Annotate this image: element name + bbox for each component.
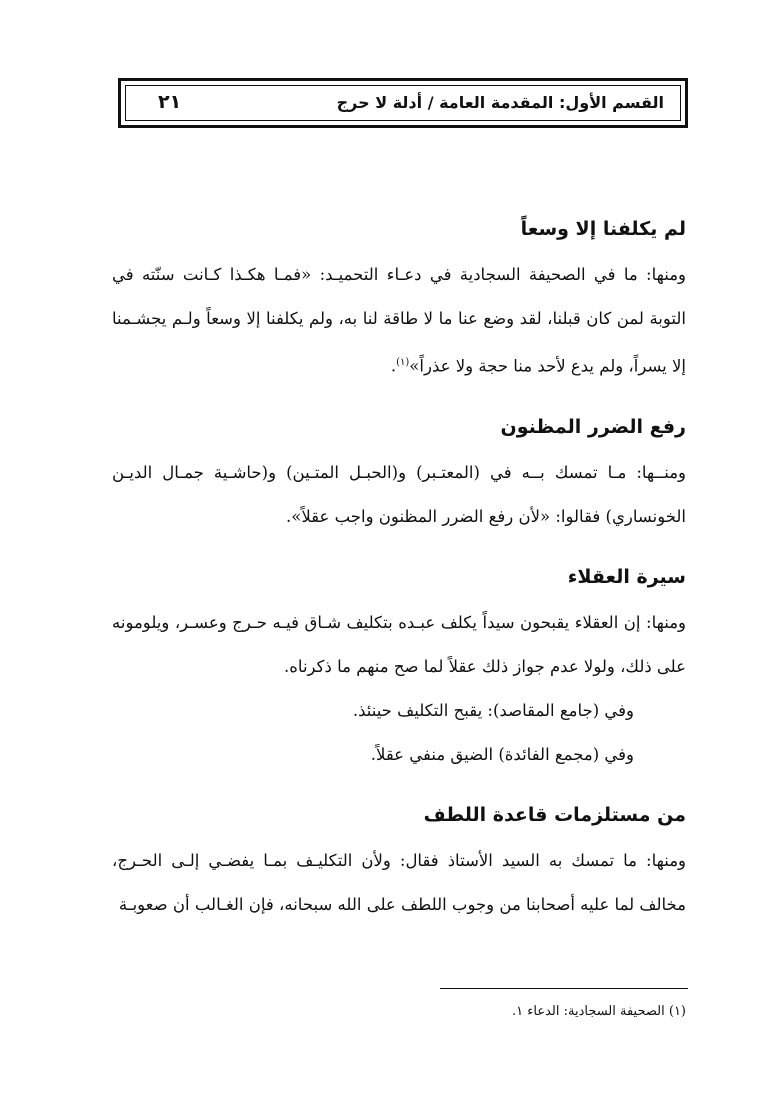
paragraph-text: ومنها: ما في الصحيفة السجادية في دعـاء التحميـد: «فمـا هكـذا كـانت سنّته في التوبة لمن كان قبلنا، لقد وضع عنا ما لا طاقة لنا به، ولم يكلفنا إلا وسعاً ولـم يجشـمنا إلا يسراً، ولم يدع لأحد منا حجة ولا عذراً»: [112, 265, 686, 376]
footnote: (١) الصحيفة السجادية: الدعاء ١.: [511, 1004, 686, 1019]
header-inner-frame: [125, 85, 681, 121]
section-paragraph: ومنها: إن العقلاء يقبحون سيداً يكلف عبـده بتكليف شـاق فيـه حـرج وعسـر، ويلومونه على ذلك، ولولا عدم جواز ذلك عقلاً لما صح منهم ما ذكرناه.: [112, 612, 686, 676]
section-3: [112, 553, 686, 777]
page-body: [112, 205, 686, 927]
running-header: [118, 78, 688, 128]
header-title: القسم الأول: المقدمة العامة / أدلة لا حرج: [336, 93, 664, 112]
section-4: [112, 791, 686, 927]
section-heading: من مستلزمات قاعدة اللطف: [423, 803, 686, 826]
section-paragraph: [112, 253, 686, 389]
section-2: [112, 403, 686, 539]
footnote-reference: (١): [396, 357, 410, 368]
section-paragraph: ومنــها: مـا تمسك بــه في (المعتـبر) و(الحبـل المتـين) و(حاشـية جمـال الديـن الخونساري) فقالوا: «لأن رفع الضرر المظنون واجب عقلاً».: [112, 462, 686, 526]
section-heading: رفع الضرر المظنون: [500, 415, 686, 438]
footnote-divider: [440, 988, 688, 989]
section-heading: لم يكلفنا إلا وسعاً: [520, 218, 686, 240]
page-number: ٢١: [158, 91, 182, 113]
quote-line: وفي (جامع المقاصد): يقبح التكليف حينئذ.: [352, 700, 634, 720]
paragraph-end: .: [390, 356, 397, 376]
section-paragraph: ومنها: ما تمسك به السيد الأستاذ فقال: ولأن التكليـف بمـا يفضـي إلـى الحـرج، مخالف لما عليه أصحابنا من وجوب اللطف على الله سبحانه، فإن الغـالب أن صعوبـة: [112, 850, 686, 914]
section-1: [112, 205, 686, 389]
quote-line: وفي (مجمع الفائدة) الضيق منفي عقلاً.: [370, 744, 634, 764]
section-heading: سيرة العقلاء: [567, 565, 686, 588]
